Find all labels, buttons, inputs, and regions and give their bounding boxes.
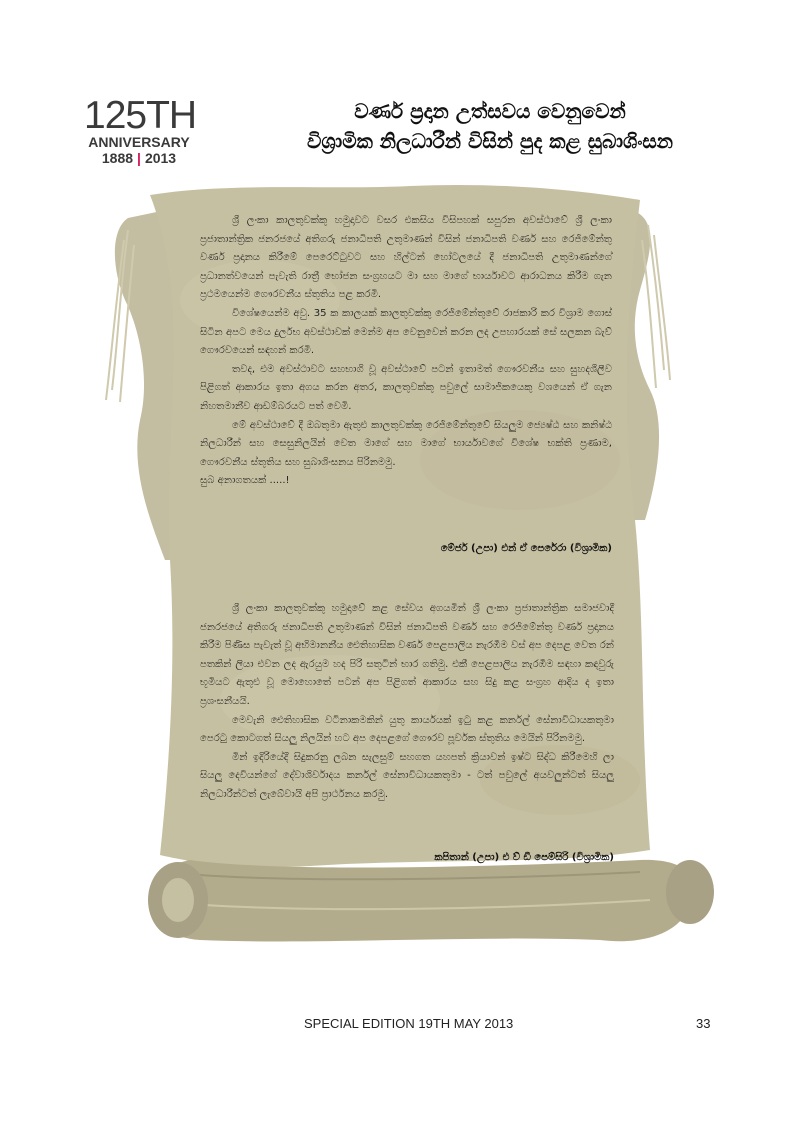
logo-separator: | [137,150,141,166]
footer-edition: SPECIAL EDITION 19TH MAY 2013 [304,1016,514,1031]
logo-year-start: 1888 [101,150,134,166]
title-line-1: වර්ණ ප්‍රදාන උත්සවය වෙනුවෙන් [354,99,626,123]
title-line-2: විශ්‍රාමික නිලධාරීන් විසින් පුද කළ සුබාශිංසන [306,129,674,153]
page-number: 33 [696,1016,711,1031]
scroll-bottom-roll [155,860,694,942]
message-1-paragraph-3: තවද, එම අවස්ථාවට සහභාගි වූ අවස්ථාවේ පටන් ඉතාමත් ගෞරවනීය සහ සුහදශීලීව පිළිගත් ආකාරය ඉතා අගය කරන අතර, කාලතුවක්කු පවුලේ සාමාජිකයෙකු වශයෙන් ඒ ගැන නිහතමානීව ආඩම්බරයට පත් වෙමි. [200,363,612,412]
logo-year-end: 2013 [144,150,177,166]
message-1-paragraph-4: මේ අවස්ථාවේ දී ඔබතුමා ඇතුළු කාලතුවක්කු රෙජිමේන්තුවේ සියලුම ජ්‍යෙෂ්ඨ සහ කනිෂ්ඨ නිලධාරීන් සහ සෙසුනිලයින් වෙත මාගේ සහ මාගේ භාර්යාවගේ විශේෂ භක්ති ප්‍රණාම, ගෞරවනීය ස්තුතිය සහ සුබාශිංසනය පිරිනමමු. [200,419,612,468]
logo-number: 125TH [84,94,197,137]
message-2-signature: කපිතාන් (උපා) එ ව් ඩී පෙම්සිරි (විශ්‍රාමික) [434,852,614,863]
message-1-paragraph-1: ශ්‍රී ලංකා කාලතුවක්කු හමුදාවට වසර එකසිය විසිපහක් සපුරන අවස්ථාවේ ශ්‍රී ලංකා ප්‍රජාතාන්ත්‍රික ජනරජයේ අතිගරු ජනාධිපති උතුමාණන් විසින් ජනාධිපති වර්ණ සහ රෙජිමේන්තු වර්ණ ප්‍රදානය කිරීමේ පෙරෙට්ටුවට සහ හිල්ටන් හෝටලයේ දී ජනාධිපති උතුමාණන්ගේ ප්‍රධානත්වයෙන් පැවැති රාත්‍රී භෝජන සංග්‍රහයට මා සහ මාගේ භාර්යාවට ආරාධනය කිරීම ගැන ප්‍රථමයෙන්ම ගෞරවනීය ස්තුතිය පළ කරමි. [200,215,612,301]
message-1-paragraph-2: විශේෂයෙන්ම අවු. 35 ක කාලයක් කාලතුවක්කු රෙජිමේන්තුවේ රාජකාරි කර විශ්‍රාම ගොස් සිටින අපට මෙය දුර්ලභ අවස්ථාවක් මෙන්ම අප වෙනුවෙන් කරන ලද උපහාරයක් සේ සලකන බැව් ගෞරවයෙන් සඳහන් කරමි. [200,307,612,357]
message-2-body [200,600,614,805]
message-1-signature: මේජර් (උපා) එන් ඒ පෙරේරා (විශ්‍රාමික) [440,543,612,554]
message-2-paragraph-1: ශ්‍රී ලංකා කාලතුවක්කු හමුදාවේ කළ සේවය අගයමින් ශ්‍රී ලංකා ප්‍රජාතාන්ත්‍රික සමාජවාදී ජනරජයේ අතිගරු ජනාධිපති උතුමාණන් විසින් ජනාධිපති වර්ණ සහ රෙජිමේන්තු වර්ණ ප්‍රදානය කිරීම පිණිස පැවැත් වූ අභිමානනීය ඓතිහාසික වර්ණ පෙළපාලිය නැරඹීම වස් අප දෙපළ වෙත රන් පතකින් ලියා එවන ලද ඇරයුම හද පිරි සතුටින් භාර ගතිමු. එකී පෙළපාලිය නැරඹීම සඳහා කඳවුරු භූමියට ඇතුළු වූ මොහොතේ පටන් අප පිළිගත් ආකාරය සහ සිදු කළ සංග්‍රහ ආදිය ද ඉතා ප්‍රශංසනීයයි. [200,603,614,707]
message-2-paragraph-3: මින් ඉදිරියේදී සිදුකරනු ලබන සැලසුම් සහගත යහපත් ක්‍රියාවන් ඉෂ්ට සිද්ධ කිරීමෙහි ලා සියලු දෙවියන්ගේ දේවාශිර්වාදය කර්නල් සේනාවිධායකතුමා - ටත් පවුලේ අයවලුන්ටත් සියලු නිලධාරීන්ටත් ලැබේවායි අපි ප්‍රාර්ථනය කරමු. [200,751,614,800]
message-1-body [200,212,612,491]
message-1-closing: සුබ අනාගතයක් .....! [200,475,290,487]
logo-label: ANNIVERSARY [88,134,190,150]
message-2-paragraph-2: මෙවැනි ඓතිහාසික වටිනාකමකින් යුතු කාර්යයක් ඉටු කළ කර්නල් සේනාවිධායකතුමා පෙරටු කොටගත් සියලු නිලයින් හට අප දෙපළගේ ගෞරව පූර්වක ස්තුතිය මෙයින් පිරිනමමු. [200,714,614,745]
